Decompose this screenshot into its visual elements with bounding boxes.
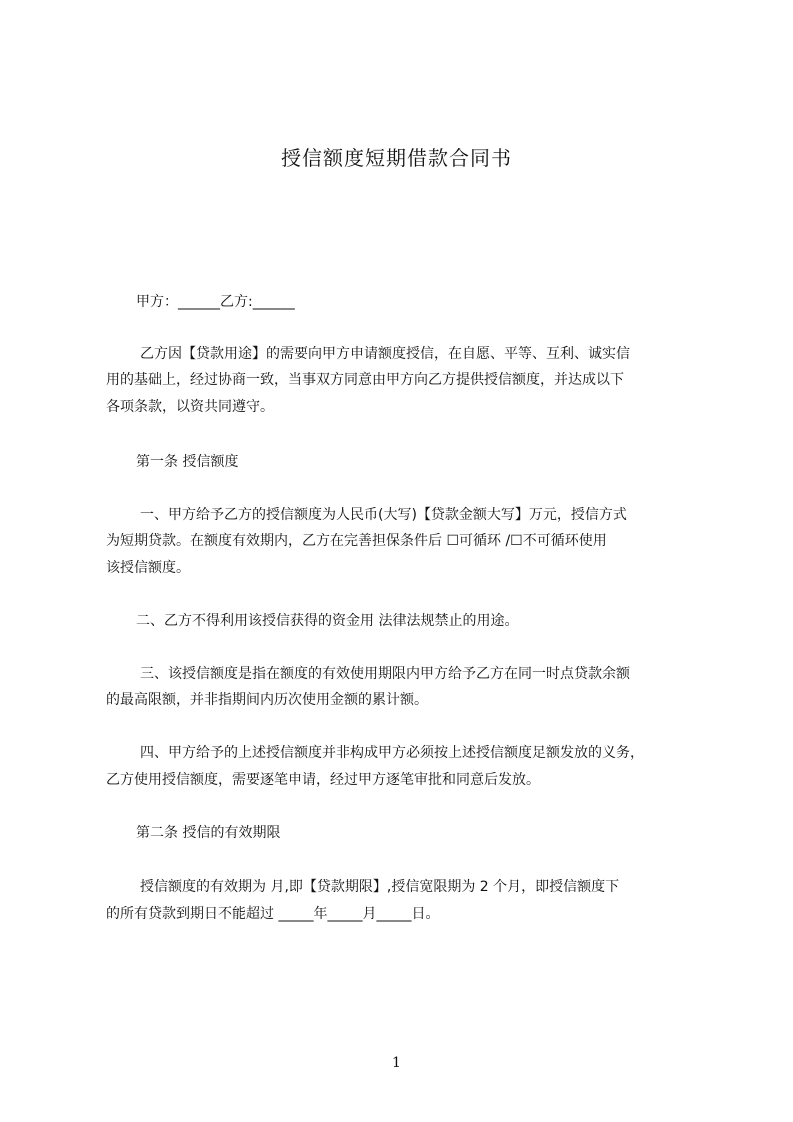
parties-line: 甲方：______乙方:______ xyxy=(136,294,295,310)
article1-clause3-line-1: 三、该授信额度是指在额度的有效使用期限内甲方给予乙方在同一时点贷款余额 xyxy=(140,666,630,682)
intro-line-1: 乙方因【贷款用途】的需要向甲方申请额度授信，在自愿、平等、互利、诚实信 xyxy=(140,346,630,362)
article1-clause3-line-2: 的最高限额，并非指期间内历次使用金额的累计额。 xyxy=(106,692,428,708)
article1-clause1-line-3: 该授信额度。 xyxy=(106,560,190,576)
document-title: 授信额度短期借款合同书 xyxy=(281,146,512,170)
intro-line-2: 用的基础上，经过协商一致，当事双方同意由甲方向乙方提供授信额度，并达成以下 xyxy=(106,372,624,388)
article1-clause4-line-2: 乙方使用授信额度，需要逐笔申请，经过甲方逐笔审批和同意后发放。 xyxy=(106,772,540,788)
intro-line-3: 各项条款，以资共同遵守。 xyxy=(106,399,274,415)
article2-clause1-line-2: 的所有贷款到期日不能超过 _____年_____月_____日。 xyxy=(106,906,440,922)
article1-clause4-line-1: 四、甲方给予的上述授信额度并非构成甲方必须按上述授信额度足额发放的义务， xyxy=(140,745,644,761)
article1-clause2: 二、乙方不得利用该授信获得的资金用 法律法规禁止的用途。 xyxy=(136,613,519,629)
article2-heading: 第二条 授信的有效期限 xyxy=(136,825,281,841)
article1-clause1-line-1: 一、甲方给予乙方的授信额度为人民币(大写)【贷款金额大写】万元，授信方式 xyxy=(140,507,627,523)
page-number: 1 xyxy=(392,1055,401,1071)
article1-heading: 第一条 授信额度 xyxy=(136,454,239,470)
article1-clause1-line-2: 为短期贷款。在额度有效期内，乙方在完善担保条件后 ☐可循环 /☐不可循环使用 xyxy=(106,533,607,549)
article2-clause1-line-1: 授信额度的有效期为 月,即【贷款期限】,授信宽限期为 2 个月，即授信额度下 xyxy=(140,879,620,895)
